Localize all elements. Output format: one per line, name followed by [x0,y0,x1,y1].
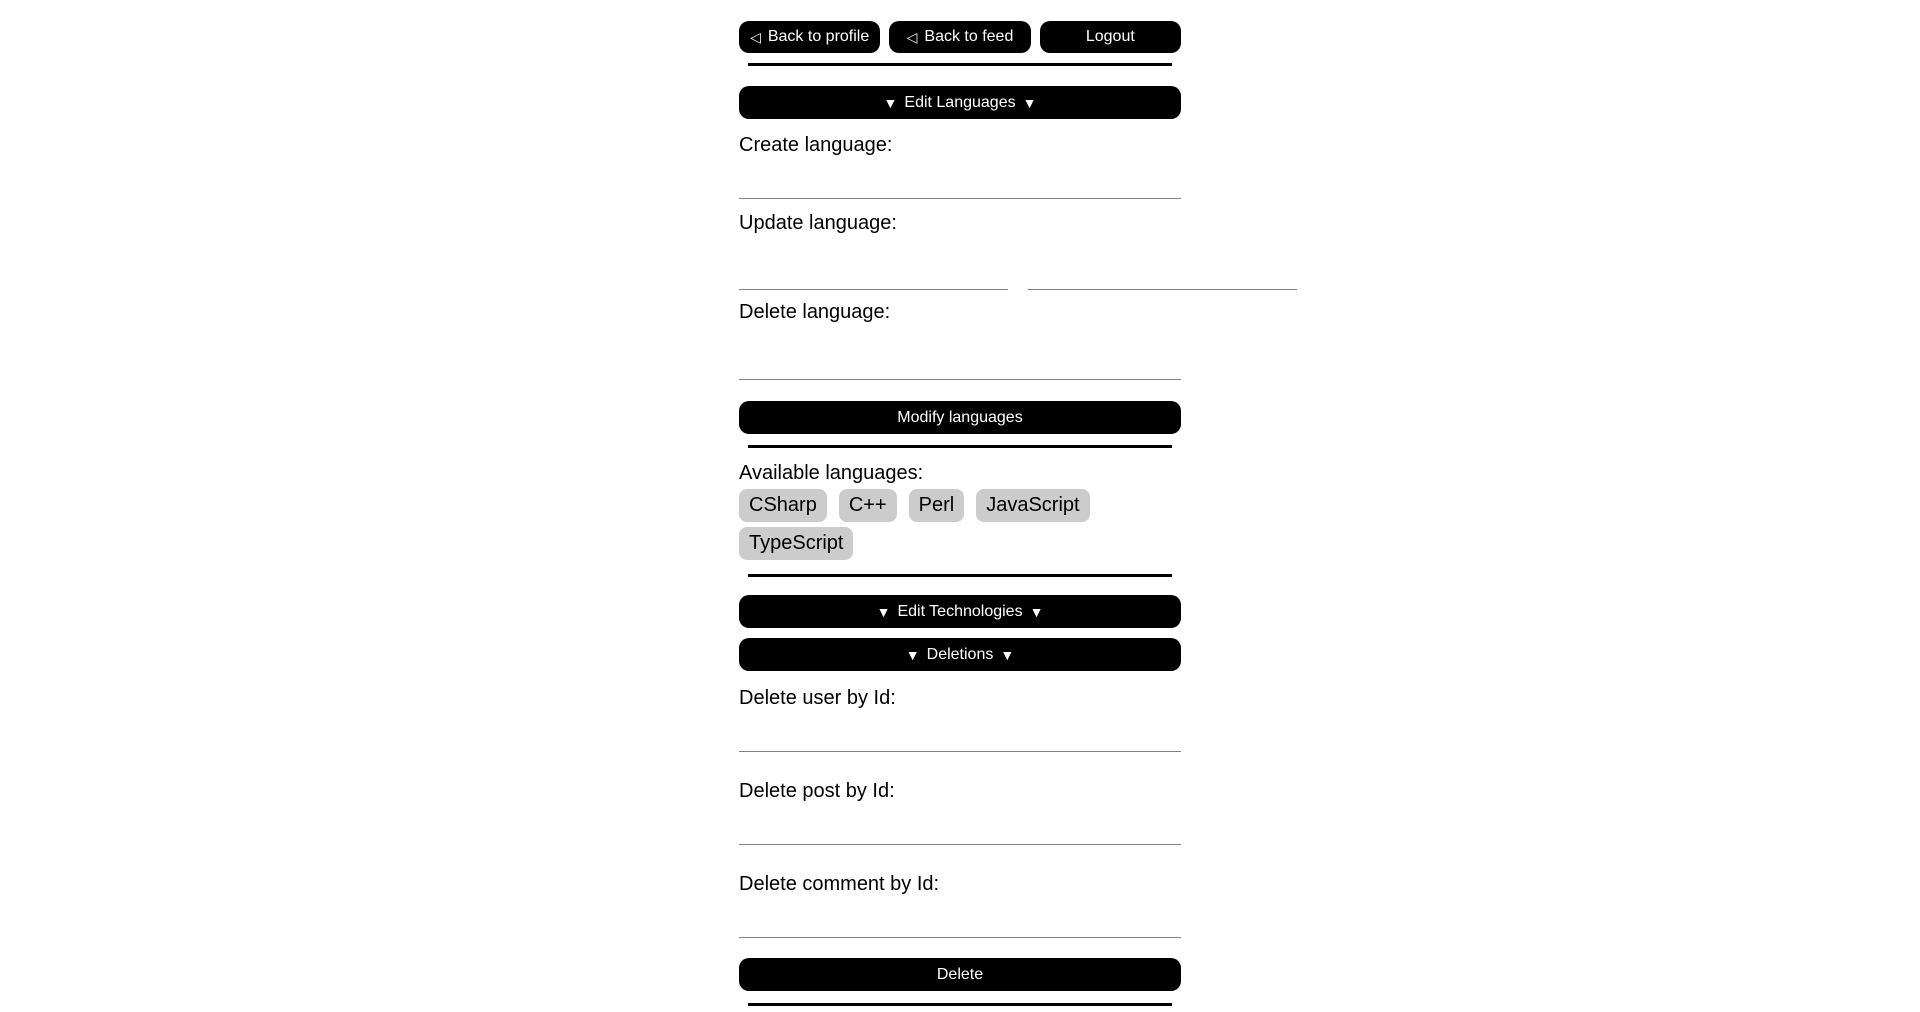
delete-comment-id-input[interactable] [739,902,1181,938]
delete-post-id-input[interactable] [739,809,1181,845]
delete-button[interactable] [739,958,1181,991]
back-to-feed-label: Back to feed [924,28,1014,45]
available-languages-list [739,489,1181,560]
language-chip[interactable]: Perl [909,489,965,522]
language-chip[interactable]: JavaScript [976,489,1089,522]
admin-panel [739,0,1181,1006]
divider [748,445,1172,448]
create-language-input[interactable] [739,163,1181,199]
delete-language-input[interactable] [739,344,1181,380]
logout-button[interactable] [1040,21,1181,53]
back-triangle-icon: ◁ [906,29,918,45]
deletions-toggle[interactable] [739,638,1181,671]
chevron-down-icon: ▼ [905,646,920,663]
modify-languages-button[interactable] [739,401,1181,434]
top-nav [739,21,1181,53]
delete-button-label: Delete [936,965,984,983]
create-language-label: Create language: [739,134,893,156]
delete-user-label: Delete user by Id: [739,687,896,709]
modify-languages-label: Modify languages [897,408,1023,426]
chevron-down-icon: ▼ [876,603,891,620]
delete-post-label: Delete post by Id: [739,780,895,802]
deletions-section [739,687,1181,1006]
edit-languages-toggle[interactable] [739,86,1181,119]
languages-section [739,134,1181,577]
chevron-down-icon: ▼ [883,94,898,111]
back-triangle-icon: ◁ [750,29,761,45]
update-language-old-input[interactable] [739,254,1008,290]
chevron-down-icon: ▼ [1022,94,1037,111]
language-chip[interactable]: CSharp [739,489,827,522]
edit-languages-label: Edit Languages [904,93,1016,111]
deletions-label: Deletions [926,645,994,663]
edit-technologies-label: Edit Technologies [897,602,1023,620]
delete-user-id-input[interactable] [739,716,1181,752]
chevron-down-icon: ▼ [1000,646,1015,663]
chevron-down-icon: ▼ [1029,603,1044,620]
edit-technologies-toggle[interactable] [739,595,1181,628]
available-languages-label: Available languages: [739,462,924,484]
logout-label: Logout [1085,28,1135,45]
divider [748,574,1172,577]
language-chip[interactable]: TypeScript [739,527,853,560]
back-to-profile-button[interactable] [739,21,880,53]
delete-language-label: Delete language: [739,301,891,323]
back-to-feed-button[interactable] [889,21,1030,53]
update-language-inputs [739,254,1181,290]
back-to-profile-label: Back to profile [767,28,870,45]
language-chip[interactable]: C++ [839,489,897,522]
update-language-label: Update language: [739,212,897,234]
divider [748,63,1172,66]
delete-comment-label: Delete comment by Id: [739,873,940,895]
update-language-new-input[interactable] [1028,254,1297,290]
divider [748,1003,1172,1006]
